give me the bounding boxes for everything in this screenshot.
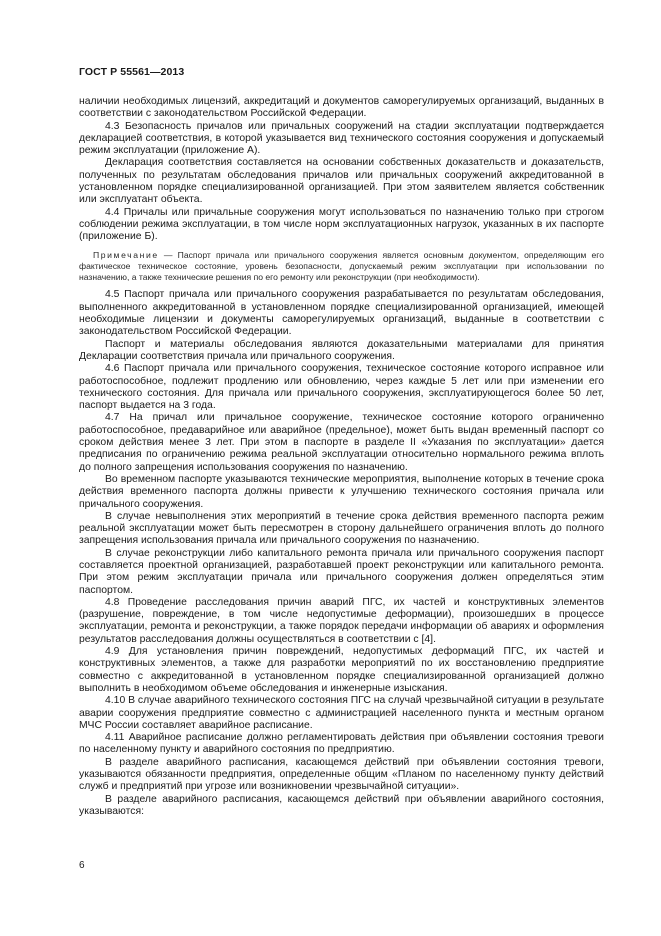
paragraph: В разделе аварийного расписания, касающемся действий при объявлении состояния тревоги, указываются обязанности предприятия, определенные общим «Планом по населенному пункту действий служб и предприятий при угрозе или возникновении чрезвычайной ситуации». (79, 756, 604, 793)
paragraph: 4.9 Для установления причин повреждений, недопустимых деформаций ПГС, их частей и конструктивных элементов, а также для разработки мероприятий по их восстановлению предприятие совместно с аккредитованной в установленном порядке специализированной организацией должно выполнить в необходимом объеме обследования и инженерные изыскания. (79, 646, 604, 694)
note-text: — Паспорт причала или причального сооружения является основным документом, определяющим его фактическое техническое состояние, уровень безопасности, допускаемый режим эксплуатации при использовании по назначению, а также технические решения по его ремонту или реконструкции (при необходимости). (79, 249, 604, 283)
page-number: 6 (79, 860, 85, 871)
paragraph: 4.5 Паспорт причала или причального сооружения разрабатывается по результатам обследования, выполненного аккредитованной в установленном порядке специализированной организацией, имеющей необходимые лицензии и документы саморегулируемых организаций, выданные в соответствии с законодательством Российской Федерации. (79, 289, 604, 338)
paragraph: Во временном паспорте указываются технические мероприятия, выполнение которых в течение срока действия временного паспорта должны привести к улучшению технического состояния причала или причального сооружения. (79, 473, 604, 510)
paragraph: 4.4 Причалы или причальные сооружения могут использоваться по назначению только при строгом соблюдении режима эксплуатации, в том числе норм эксплуатационных нагрузок, указанных в их паспорте (приложение Б). (79, 206, 604, 243)
paragraph: Декларация соответствия составляется на основании собственных доказательств и доказательств, полученных по результатам обследования причалов или причальных сооружений аккредитованной в установленном порядке специализированной организацией. При этом заявителем является собственник или эксплуатант объекта. (79, 157, 604, 206)
document-body (79, 96, 604, 818)
page-header: ГОСТ Р 55561—2013 (79, 66, 185, 78)
paragraph: Паспорт и материалы обследования являются доказательными материалами для принятия Декларации соответствия причала или причального сооружения. (79, 338, 604, 362)
paragraph: 4.10 В случае аварийного технического состояния ПГС на случай чрезвычайной ситуации в результате аварии сооружения предприятие совместно с администрацией населенного пункта и местным органом МЧС России составляет аварийное расписание. (79, 695, 604, 731)
paragraph: 4.3 Безопасность причалов или причальных сооружений на стадии эксплуатации подтверждается декларацией соответствия, в которой указывается вид технического состояния сооружения и допускаемый режим эксплуатации (приложение А). (79, 120, 604, 157)
note-label: Примечание (93, 249, 159, 260)
paragraph: 4.7 На причал или причальное сооружение, техническое состояние которого ограниченно работоспособное, предаварийное или аварийное (предельное), может быть выдан временный паспорт со сроком действия менее 3 лет. При этом в паспорте в разделе II «Указания по эксплуатации» дается предписания по ограничению режима реальной эксплуатации относительно нормального режима вплоть до полного запрещения использования сооружения по назначению. (79, 412, 604, 473)
paragraph: 4.6 Паспорт причала или причального сооружения, техническое состояние которого исправное или работоспособное, подлежит продлению или обновлению, через каждые 5 лет или при изменении его технического состояния. Для причала или причального сооружения, эксплуатирующегося более 50 лет, паспорт выдается на 3 года. (79, 363, 604, 412)
paragraph: В случае реконструкции либо капитального ремонта причала или причального сооружения паспорт составляется проектной организацией, разработавшей проект реконструкции или капитального ремонта. При этом режим эксплуатации причала или причального сооружения должен определяться этим паспортом. (79, 547, 604, 596)
paragraph: 4.8 Проведение расследования причин аварий ПГС, их частей и конструктивных элементов (разрушение, повреждение, в том числе недопустимые деформации), произошедших в процессе эксплуатации, ремонта и реконструкции, а также порядок передачи информации об авариях и оформления результатов расследования должны осуществляться в соответствии с [4]. (79, 596, 604, 645)
paragraph: В разделе аварийного расписания, касающемся действий при объявлении аварийного состояния, указываются: (79, 793, 604, 817)
paragraph: 4.11 Аварийное расписание должно регламентировать действия при объявлении состояния тревоги по населенному пункту и аварийного состояния по предприятию. (79, 732, 604, 756)
paragraph: наличии необходимых лицензий, аккредитаций и документов саморегулируемых организаций, выданных в соответствии с законодательством Российской Федерации. (79, 96, 604, 120)
paragraph: В случае невыполнения этих мероприятий в течение срока действия временного паспорта режим реальной эксплуатации может быть пересмотрен в сторону дальнейшего ограничения вплоть до полного запрещения использования причала или причального сооружения по назначению. (79, 510, 604, 547)
note (79, 250, 604, 284)
